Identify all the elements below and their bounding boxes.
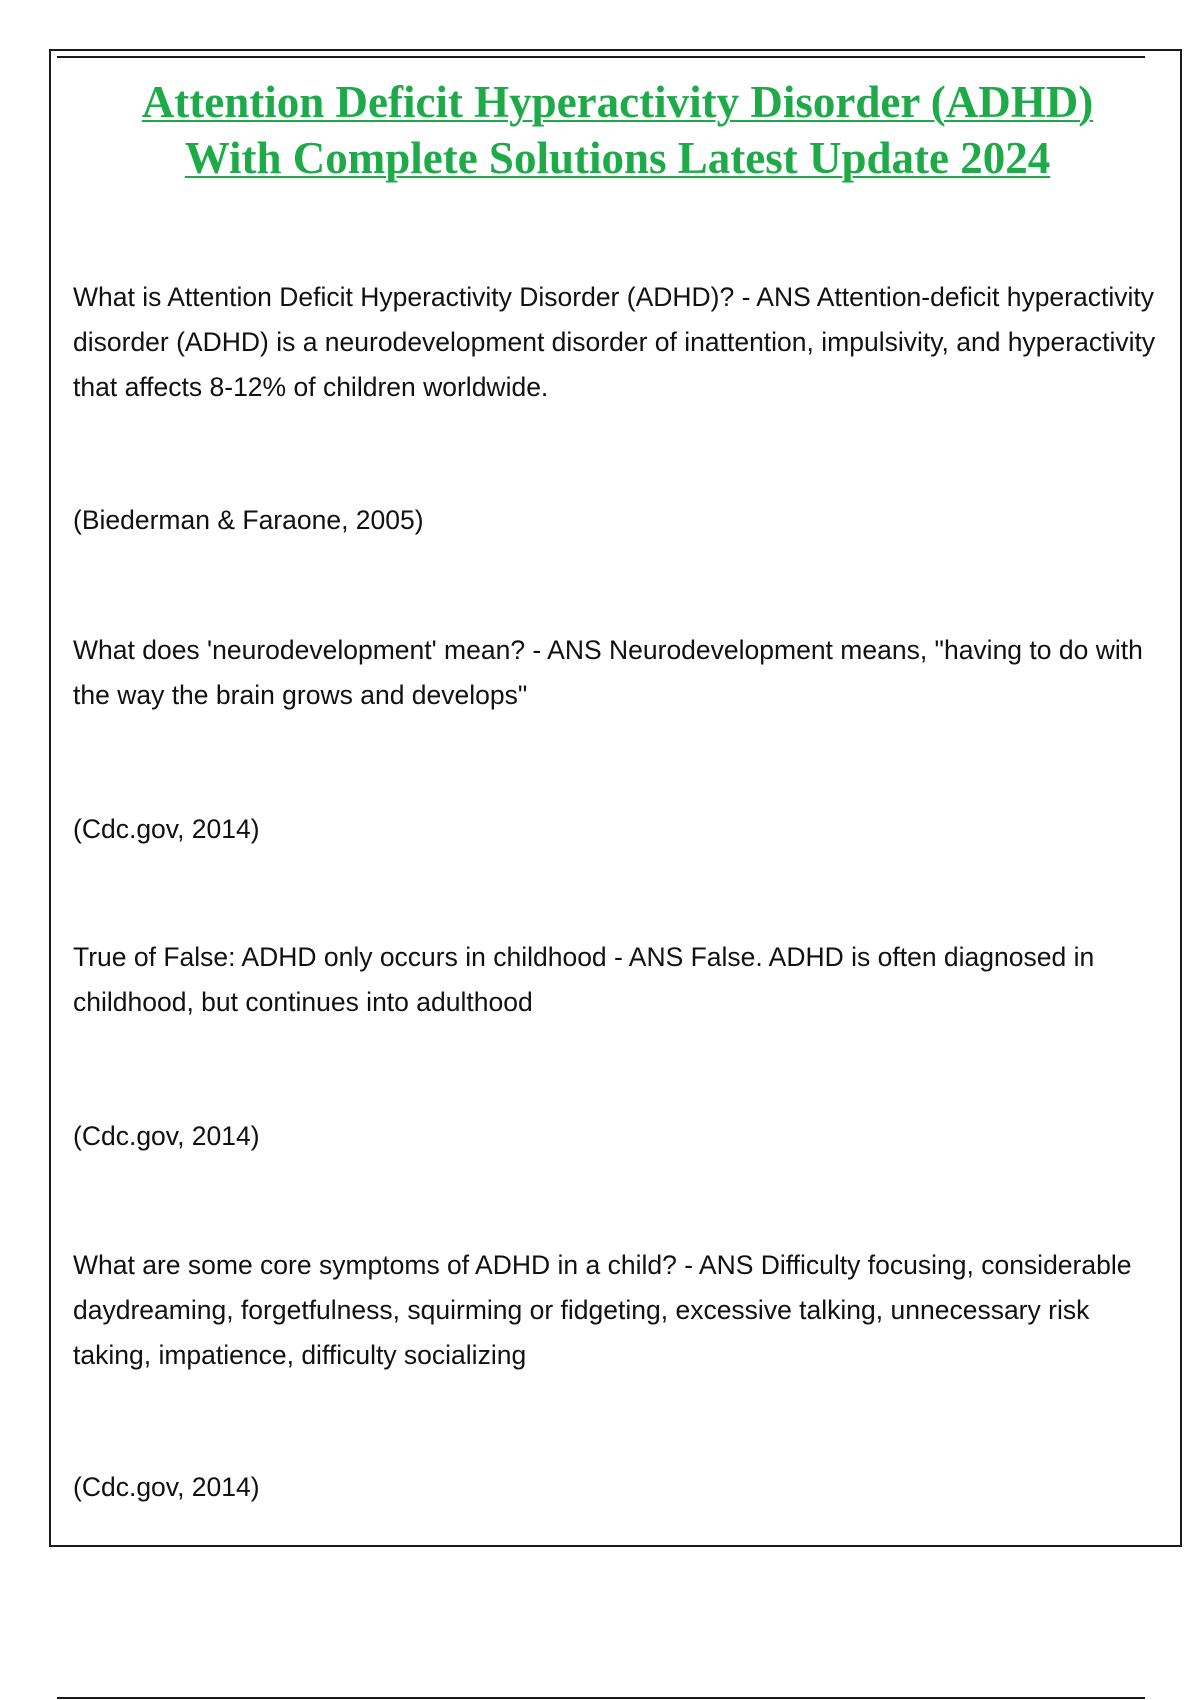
bottom-rule [57,1697,1145,1699]
qa-entry-1: What is Attention Deficit Hyperactivity Disorder (ADHD)? - ANS Attention-deficit hyperactivity disorder (ADHD) is a neurodevelopment disorder of inattention, impulsivity, and hyperactivity that affects 8-12% of children worldwide. [73,282,1156,402]
title-line-2: With Complete Solutions Latest Update 2024 [184,133,1051,183]
top-rule [57,56,1145,58]
document-title [60,74,1175,186]
title-line-1: Attention Deficit Hyperactivity Disorder (ADHD) [141,77,1094,127]
qa-entry-2: What does 'neurodevelopment' mean? - ANS Neurodevelopment means, "having to do with the way the brain grows and develops" [73,635,1143,710]
qa-entry-4: What are some core symptoms of ADHD in a child? - ANS Difficulty focusing, considerable daydreaming, forgetfulness, squirming or fidgeting, excessive talking, unnecessary risk taking, impatience, difficulty socializing [73,1250,1132,1370]
qa-entry-3: True of False: ADHD only occurs in childhood - ANS False. ADHD is often diagnosed in childhood, but continues into adulthood [73,942,1095,1017]
citation-1: (Biederman & Faraone, 2005) [73,505,424,535]
citation-3: (Cdc.gov, 2014) [73,1121,260,1151]
citation-4: (Cdc.gov, 2014) [73,1472,260,1502]
citation-2: (Cdc.gov, 2014) [73,814,260,844]
